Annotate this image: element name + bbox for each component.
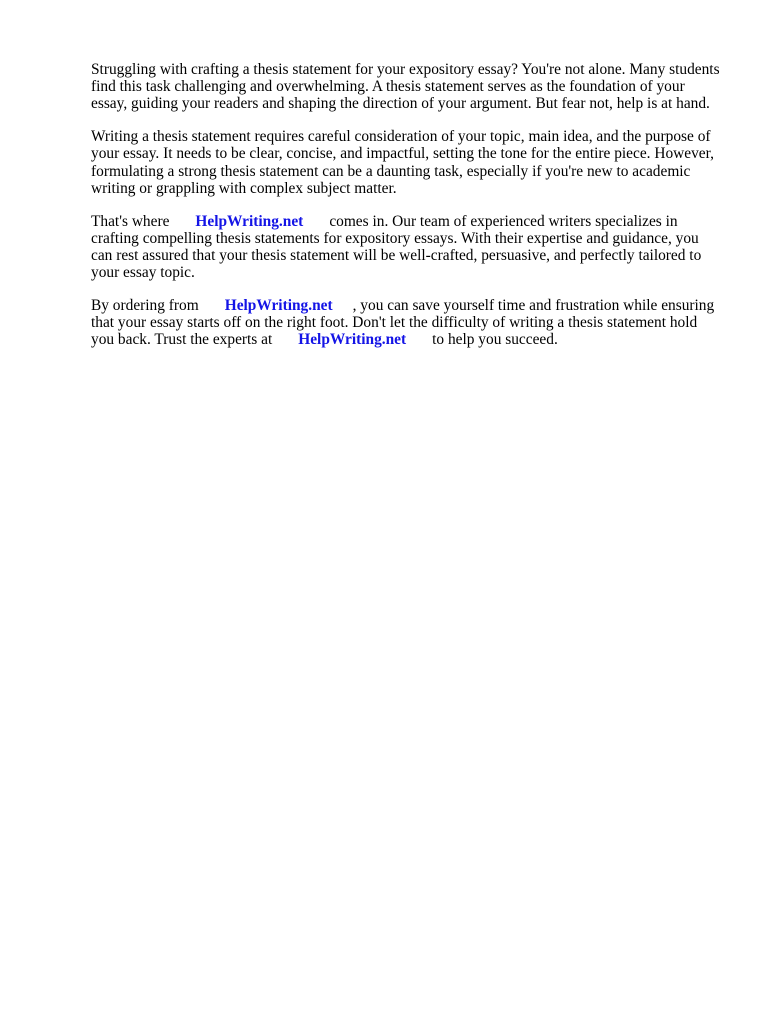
paragraph-call-to-action <box>91 297 721 349</box>
document-body <box>91 61 721 364</box>
paragraph-text: , you can save yourself time and frustration while ensuring that your essay starts off on the right foot. Don't let the difficulty of writing a thesis statement hold you back. Trust the experts at <box>91 297 715 349</box>
paragraph-requirements: Writing a thesis statement requires careful consideration of your topic, main idea, and the purpose of your essay. It needs to be clear, concise, and impactful, setting the tone for the entire piece. However, formulating a strong thesis statement can be a daunting task, especially if you're new to academic writing or grappling with complex subject matter. <box>91 128 714 197</box>
paragraph-text: That's where <box>91 212 170 230</box>
paragraph-intro: Struggling with crafting a thesis statement for your expository essay? You're not alone. Many students find this task challenging and overwhelming. A thesis statement serves as the foundation of your essay, guiding your readers and shaping the direction of your argument. But fear not, help is at hand. <box>91 61 720 113</box>
helpwriting-link[interactable]: HelpWriting.net <box>224 297 333 315</box>
helpwriting-link[interactable]: HelpWriting.net <box>195 212 304 230</box>
paragraph-text: to help you succeed. <box>432 331 558 349</box>
helpwriting-link[interactable]: HelpWriting.net <box>298 331 407 349</box>
paragraph-text: comes in. Our team of experienced writers specializes in crafting compelling thesis statements for expository essays. With their expertise and guidance, you can rest assured that your thesis statement will be well-crafted, persuasive, and perfectly tailored to your essay topic. <box>91 212 702 282</box>
paragraph-service <box>91 213 721 282</box>
paragraph-text: By ordering from <box>91 297 199 315</box>
